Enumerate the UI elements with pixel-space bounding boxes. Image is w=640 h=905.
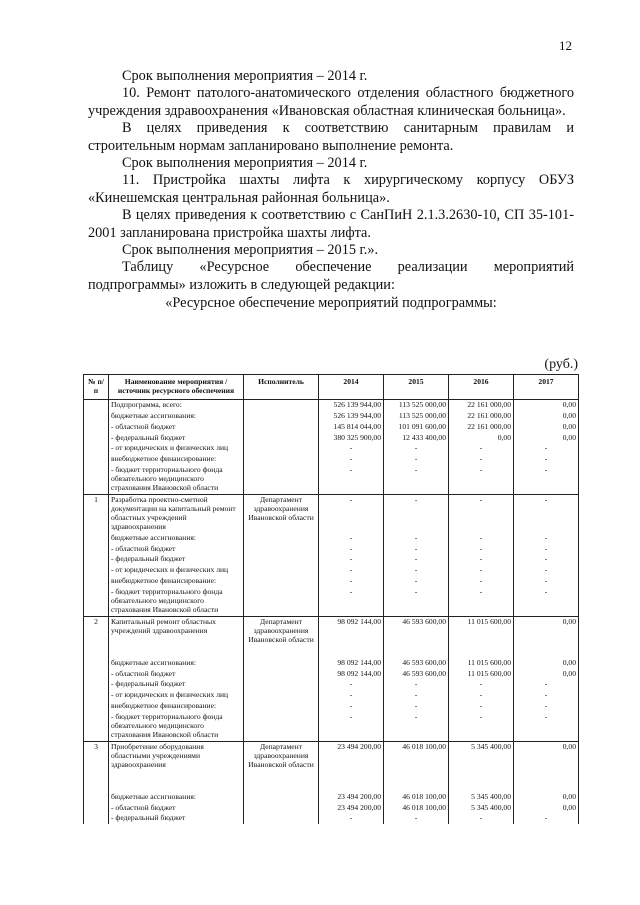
row-value: - xyxy=(319,701,384,712)
row-value: 101 091 600,00 xyxy=(384,422,449,433)
paragraph: 11. Пристройка шахты лифта к хирургическому корпусу ОБУЗ «Кинешемская центральная районная больница». xyxy=(88,172,574,206)
row-value: - xyxy=(449,443,514,454)
row-name: внебюджетное финансирование: xyxy=(109,576,244,587)
header-number: № п/п xyxy=(84,375,109,400)
row-value: - xyxy=(319,554,384,565)
row-value: - xyxy=(384,679,449,690)
header-2017: 2017 xyxy=(514,375,579,400)
row-value: - xyxy=(319,690,384,701)
header-2016: 2016 xyxy=(449,375,514,400)
row-number xyxy=(84,576,109,587)
row-value: - xyxy=(449,679,514,690)
row-name: бюджетные ассигнования: xyxy=(109,533,244,544)
row-number xyxy=(84,658,109,669)
header-name: Наименование мероприятия / источник ресурсного обеспечения xyxy=(109,375,244,400)
table-row xyxy=(84,465,579,494)
row-value: 0,00 xyxy=(514,411,579,422)
row-value: - xyxy=(449,554,514,565)
table-row xyxy=(84,576,579,587)
row-value: 0,00 xyxy=(449,433,514,444)
row-value: - xyxy=(384,454,449,465)
row-value: - xyxy=(319,587,384,616)
row-number xyxy=(84,399,109,410)
row-value: 145 814 044,00 xyxy=(319,422,384,433)
row-value: 113 525 000,00 xyxy=(384,411,449,422)
row-value: - xyxy=(384,443,449,454)
table-row xyxy=(84,803,579,814)
row-number xyxy=(84,813,109,824)
row-number: 2 xyxy=(84,616,109,657)
row-value: 0,00 xyxy=(514,422,579,433)
row-name: - от юридических и физических лиц xyxy=(109,565,244,576)
row-name: внебюджетное финансирование: xyxy=(109,701,244,712)
row-executor: Департамент здравоохранения Ивановской области xyxy=(244,616,319,657)
row-executor: Департамент здравоохранения Ивановской области xyxy=(244,741,319,791)
table-row xyxy=(84,494,579,532)
row-value: - xyxy=(514,554,579,565)
row-number xyxy=(84,465,109,494)
paragraph: Таблицу «Ресурсное обеспечение реализации мероприятий подпрограммы» изложить в следующей редакции: xyxy=(88,259,574,293)
row-value: - xyxy=(514,465,579,494)
row-value: - xyxy=(514,494,579,532)
row-value: - xyxy=(319,443,384,454)
row-executor xyxy=(244,576,319,587)
table-row xyxy=(84,587,579,616)
row-value: 46 593 600,00 xyxy=(384,616,449,657)
row-executor xyxy=(244,658,319,669)
document-body xyxy=(88,68,574,313)
row-number xyxy=(84,443,109,454)
row-number: 1 xyxy=(84,494,109,532)
row-value: 0,00 xyxy=(514,658,579,669)
row-value: - xyxy=(449,544,514,555)
row-executor xyxy=(244,679,319,690)
row-value: 0,00 xyxy=(514,616,579,657)
row-value: - xyxy=(384,701,449,712)
table-row xyxy=(84,422,579,433)
row-name: - от юридических и физических лиц xyxy=(109,443,244,454)
row-executor xyxy=(244,690,319,701)
resource-table xyxy=(83,374,579,824)
row-value: - xyxy=(319,565,384,576)
row-value: - xyxy=(384,465,449,494)
row-number xyxy=(84,554,109,565)
row-value: - xyxy=(449,465,514,494)
row-value: 22 161 000,00 xyxy=(449,411,514,422)
row-value: 11 015 600,00 xyxy=(449,616,514,657)
table-row xyxy=(84,712,579,741)
row-value: 0,00 xyxy=(514,669,579,680)
table-row xyxy=(84,813,579,824)
row-value: 46 593 600,00 xyxy=(384,669,449,680)
row-value: 5 345 400,00 xyxy=(449,792,514,803)
row-name: - от юридических и физических лиц xyxy=(109,690,244,701)
row-value: - xyxy=(514,701,579,712)
row-value: - xyxy=(449,494,514,532)
row-value: 46 018 100,00 xyxy=(384,741,449,791)
table-row xyxy=(84,792,579,803)
row-name: Подпрограмма, всего: xyxy=(109,399,244,410)
row-value: - xyxy=(384,576,449,587)
row-value: - xyxy=(319,712,384,741)
row-number xyxy=(84,422,109,433)
row-number xyxy=(84,533,109,544)
row-value: - xyxy=(449,576,514,587)
row-number xyxy=(84,701,109,712)
row-value: - xyxy=(514,544,579,555)
row-name: бюджетные ассигнования: xyxy=(109,411,244,422)
paragraph: Срок выполнения мероприятия – 2015 г.». xyxy=(122,242,379,259)
row-value: - xyxy=(514,443,579,454)
row-executor xyxy=(244,701,319,712)
row-number xyxy=(84,454,109,465)
row-number xyxy=(84,565,109,576)
table-row xyxy=(84,658,579,669)
row-value: - xyxy=(319,494,384,532)
row-value: 526 139 944,00 xyxy=(319,411,384,422)
row-value: - xyxy=(384,554,449,565)
row-executor xyxy=(244,712,319,741)
row-value: 11 015 600,00 xyxy=(449,658,514,669)
row-value: 98 092 144,00 xyxy=(319,616,384,657)
row-value: - xyxy=(514,712,579,741)
row-number xyxy=(84,433,109,444)
table-title: «Ресурсное обеспечение мероприятий подпрограммы: xyxy=(165,295,497,312)
row-value: 5 345 400,00 xyxy=(449,741,514,791)
row-value: 0,00 xyxy=(514,399,579,410)
table-row xyxy=(84,411,579,422)
row-executor xyxy=(244,587,319,616)
row-executor xyxy=(244,544,319,555)
table-row xyxy=(84,443,579,454)
row-value: 98 092 144,00 xyxy=(319,669,384,680)
table-row xyxy=(84,701,579,712)
table-row xyxy=(84,690,579,701)
row-value: - xyxy=(449,454,514,465)
row-executor xyxy=(244,433,319,444)
row-value: 46 018 100,00 xyxy=(384,803,449,814)
row-executor xyxy=(244,454,319,465)
row-value: 22 161 000,00 xyxy=(449,422,514,433)
row-value: - xyxy=(384,813,449,824)
row-value: - xyxy=(384,712,449,741)
row-value: 5 345 400,00 xyxy=(449,803,514,814)
row-value: 11 015 600,00 xyxy=(449,669,514,680)
row-value: - xyxy=(449,533,514,544)
row-name: - областной бюджет xyxy=(109,669,244,680)
table-row xyxy=(84,669,579,680)
row-number: 3 xyxy=(84,741,109,791)
row-value: - xyxy=(514,690,579,701)
table-header-row xyxy=(84,375,579,400)
table-row xyxy=(84,433,579,444)
row-name: - областной бюджет xyxy=(109,803,244,814)
table-row xyxy=(84,679,579,690)
row-value: 12 433 400,00 xyxy=(384,433,449,444)
row-name: - федеральный бюджет xyxy=(109,433,244,444)
table-row xyxy=(84,544,579,555)
row-value: - xyxy=(384,533,449,544)
row-number xyxy=(84,803,109,814)
row-value: - xyxy=(319,576,384,587)
row-value: - xyxy=(384,494,449,532)
page-number: 12 xyxy=(559,38,572,53)
row-number xyxy=(84,544,109,555)
table-row xyxy=(84,565,579,576)
row-value: - xyxy=(514,576,579,587)
row-value: 380 325 900,00 xyxy=(319,433,384,444)
table-row xyxy=(84,533,579,544)
row-value: - xyxy=(319,544,384,555)
row-executor xyxy=(244,465,319,494)
row-value: - xyxy=(514,587,579,616)
row-executor xyxy=(244,422,319,433)
row-value: - xyxy=(514,679,579,690)
row-value: 0,00 xyxy=(514,741,579,791)
row-value: - xyxy=(319,465,384,494)
row-value: - xyxy=(449,701,514,712)
header-2015: 2015 xyxy=(384,375,449,400)
row-name: Разработка проектно-сметной документации на капитальный ремонт областных учреждений здравоохранения xyxy=(109,494,244,532)
table-row xyxy=(84,454,579,465)
row-value: 46 593 600,00 xyxy=(384,658,449,669)
row-value: 23 494 200,00 xyxy=(319,741,384,791)
table-row xyxy=(84,554,579,565)
row-executor xyxy=(244,669,319,680)
row-name: бюджетные ассигнования: xyxy=(109,658,244,669)
row-name: - бюджет территориального фонда обязательного медицинского страхования Ивановской области xyxy=(109,712,244,741)
row-executor xyxy=(244,565,319,576)
row-value: - xyxy=(449,813,514,824)
row-value: - xyxy=(384,587,449,616)
unit-label: (руб.) xyxy=(544,357,578,372)
row-value: - xyxy=(449,690,514,701)
row-value: 0,00 xyxy=(514,433,579,444)
row-name: Капитальный ремонт областных учреждений здравоохранения xyxy=(109,616,244,657)
paragraph: Срок выполнения мероприятия – 2014 г. xyxy=(122,68,368,84)
row-value: 23 494 200,00 xyxy=(319,803,384,814)
table-body xyxy=(84,399,579,824)
row-number xyxy=(84,712,109,741)
row-number xyxy=(84,411,109,422)
row-value: - xyxy=(449,587,514,616)
row-name: - федеральный бюджет xyxy=(109,554,244,565)
row-name: - федеральный бюджет xyxy=(109,813,244,824)
row-value: - xyxy=(449,712,514,741)
row-executor xyxy=(244,792,319,803)
row-executor xyxy=(244,813,319,824)
header-executor: Исполнитель xyxy=(244,375,319,400)
row-value: - xyxy=(384,690,449,701)
row-value: - xyxy=(384,565,449,576)
paragraph: 10. Ремонт патолого-анатомического отделения областного бюджетного учреждения здравоохранения «Ивановская областная клиническая больница». xyxy=(88,85,574,119)
row-value: - xyxy=(319,679,384,690)
row-executor xyxy=(244,533,319,544)
row-value: - xyxy=(319,533,384,544)
row-name: Приобретение оборудования областными учреждениями здравоохранения xyxy=(109,741,244,791)
row-value: - xyxy=(319,454,384,465)
row-executor xyxy=(244,443,319,454)
row-value: 0,00 xyxy=(514,792,579,803)
row-value: 113 525 000,00 xyxy=(384,399,449,410)
row-name: - бюджет территориального фонда обязательного медицинского страхования Ивановской области xyxy=(109,465,244,494)
paragraph: В целях приведения к соответствию с СанПиН 2.1.3.2630-10, СП 35-101-2001 запланирована пристройка шахты лифта. xyxy=(88,207,574,241)
header-2014: 2014 xyxy=(319,375,384,400)
row-name: - областной бюджет xyxy=(109,544,244,555)
row-value: 0,00 xyxy=(514,803,579,814)
row-value: - xyxy=(514,454,579,465)
row-executor: Департамент здравоохранения Ивановской области xyxy=(244,494,319,532)
row-executor xyxy=(244,399,319,410)
row-value: - xyxy=(514,533,579,544)
row-value: - xyxy=(319,813,384,824)
row-value: - xyxy=(514,565,579,576)
row-value: 98 092 144,00 xyxy=(319,658,384,669)
row-executor xyxy=(244,803,319,814)
row-number xyxy=(84,669,109,680)
row-value: - xyxy=(449,565,514,576)
table-row xyxy=(84,741,579,791)
row-value: - xyxy=(384,544,449,555)
row-value: 526 139 944,00 xyxy=(319,399,384,410)
row-number xyxy=(84,679,109,690)
table-row xyxy=(84,399,579,410)
row-name: бюджетные ассигнования: xyxy=(109,792,244,803)
row-value: 23 494 200,00 xyxy=(319,792,384,803)
paragraph: Срок выполнения мероприятия – 2014 г. xyxy=(122,155,368,172)
row-number xyxy=(84,792,109,803)
row-name: - областной бюджет xyxy=(109,422,244,433)
row-name: - бюджет территориального фонда обязательного медицинского страхования Ивановской области xyxy=(109,587,244,616)
row-name: внебюджетное финансирование: xyxy=(109,454,244,465)
row-value: - xyxy=(514,813,579,824)
row-number xyxy=(84,690,109,701)
row-value: 46 018 100,00 xyxy=(384,792,449,803)
row-number xyxy=(84,587,109,616)
row-executor xyxy=(244,554,319,565)
row-name: - федеральный бюджет xyxy=(109,679,244,690)
row-value: 22 161 000,00 xyxy=(449,399,514,410)
paragraph: В целях приведения к соответствию санитарным правилам и строительным нормам запланировано выполнение ремонта. xyxy=(88,120,574,154)
row-executor xyxy=(244,411,319,422)
table-row xyxy=(84,616,579,657)
